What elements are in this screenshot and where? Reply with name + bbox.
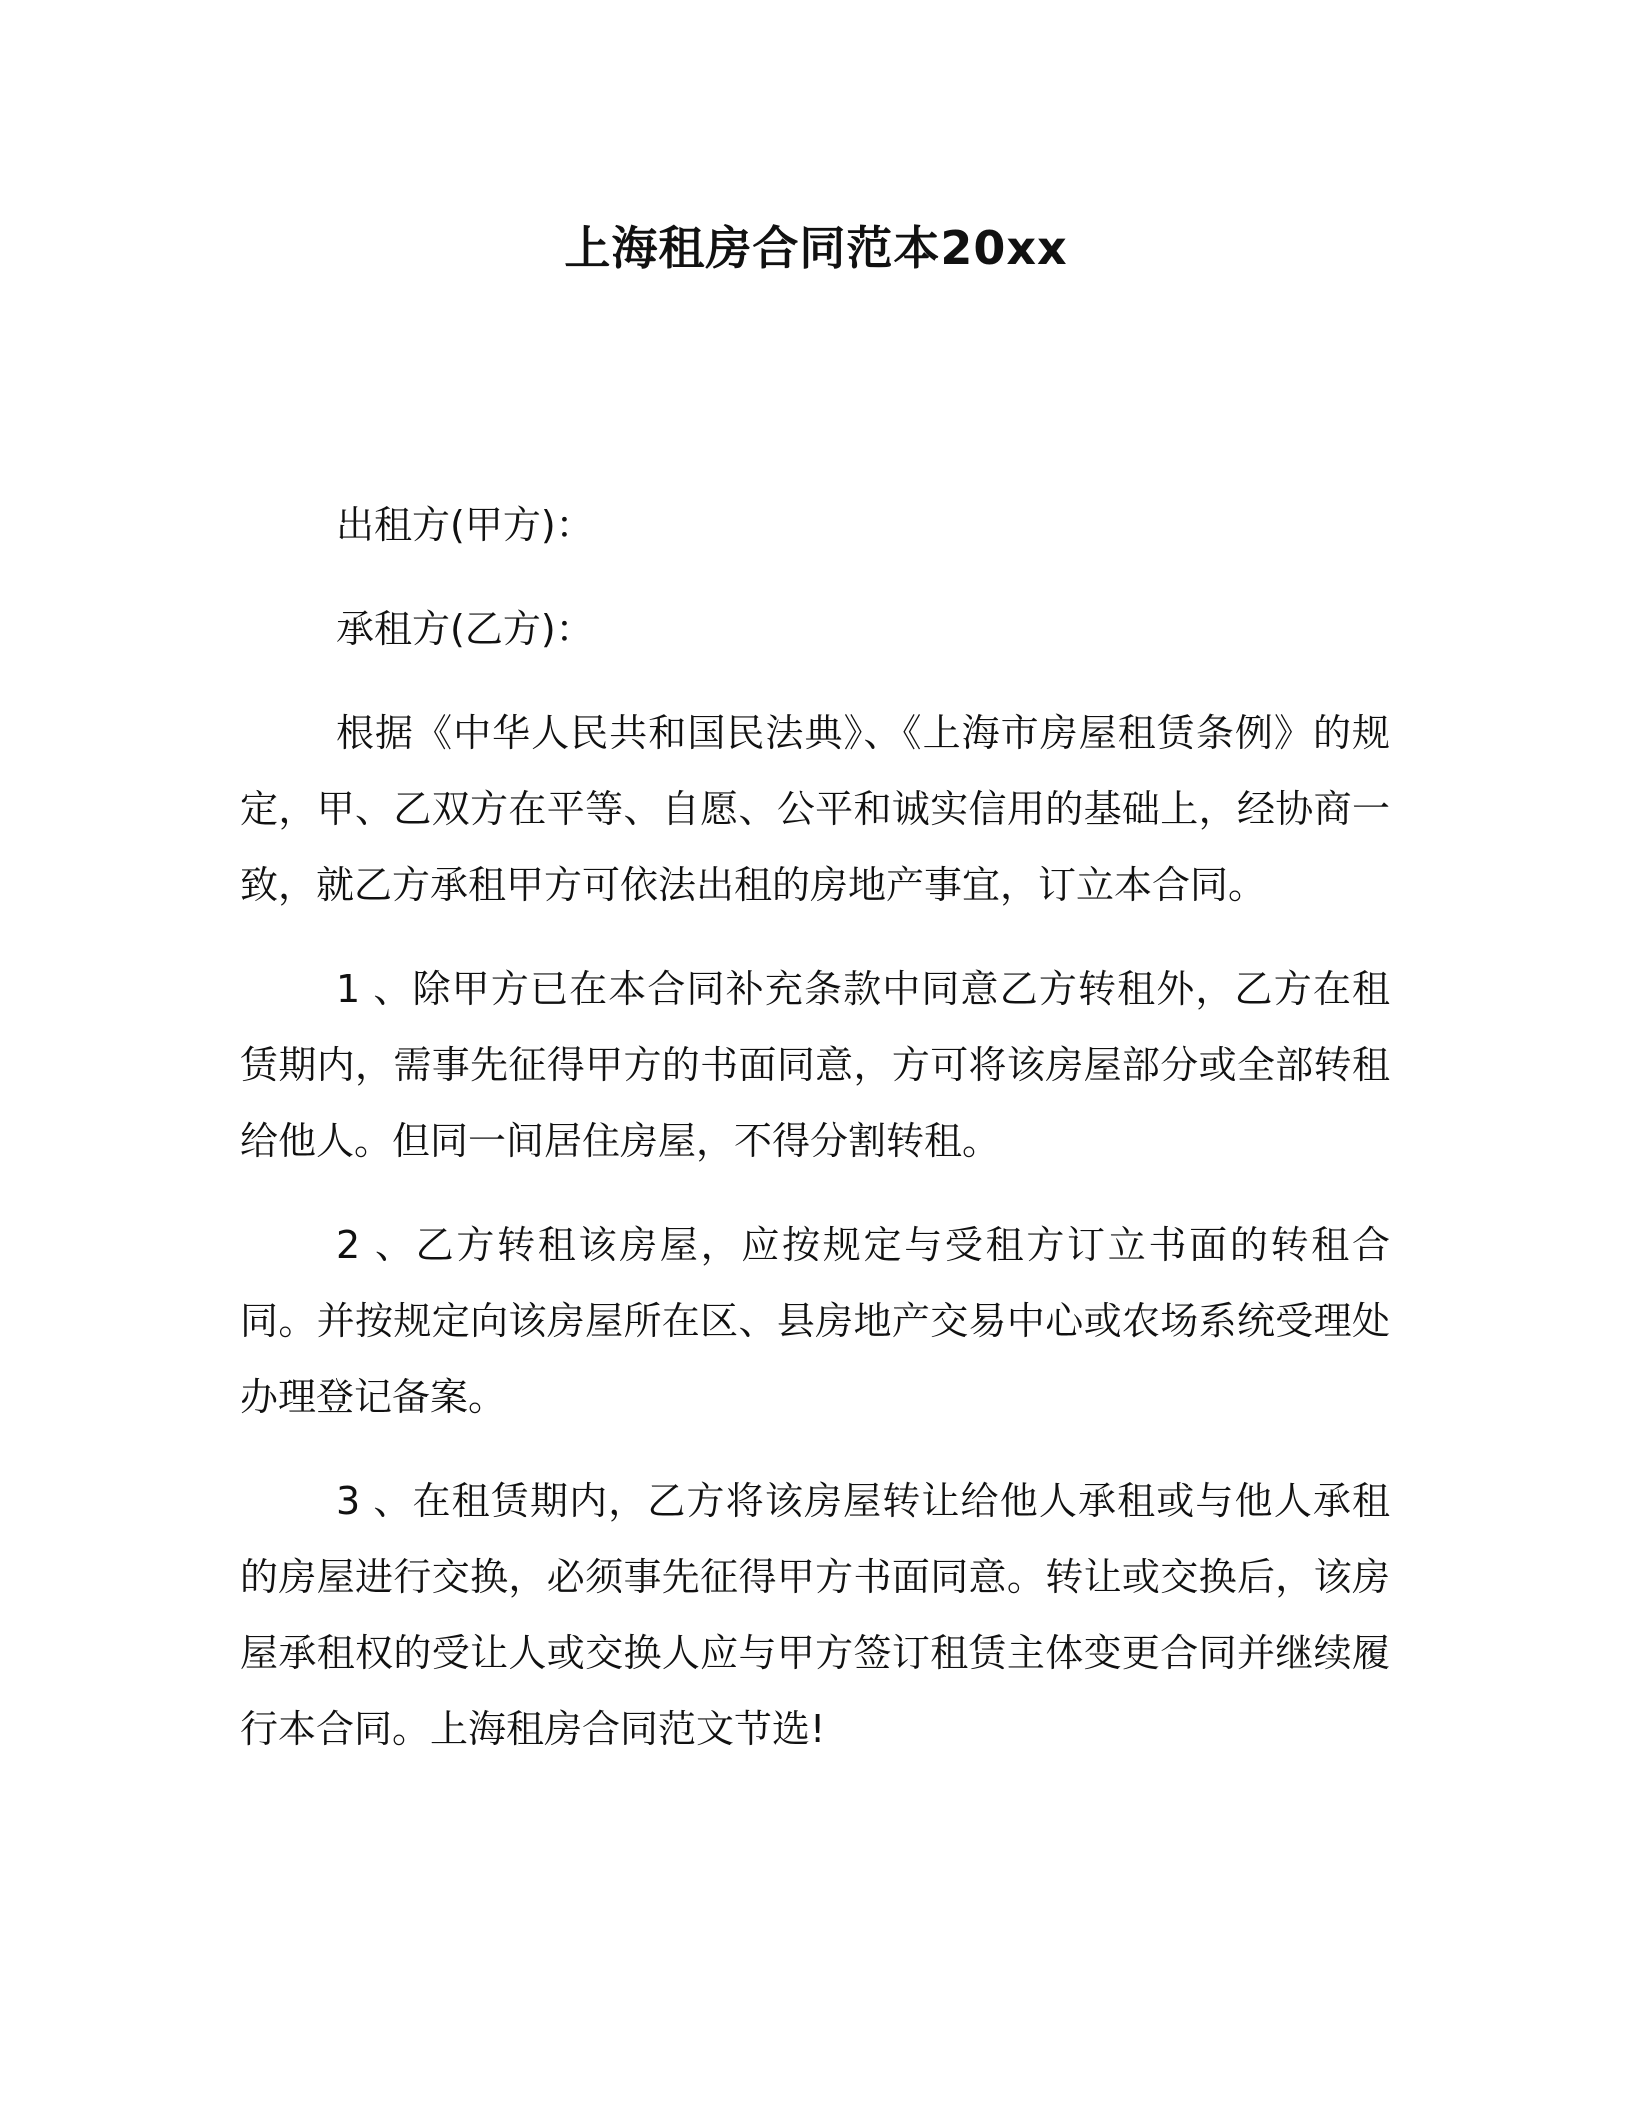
paragraph-clause-1: 1 、除甲方已在本合同补充条款中同意乙方转租外，乙方在租赁期内，需事先征得甲方的书面同意，方可将该房屋部分或全部转租给他人。但同一间居住房屋，不得分割转租。 [240, 967, 1390, 1163]
paragraph-preamble: 根据《中华人民共和国民法典》、《上海市房屋租赁条例》的规定，甲、乙双方在平等、自愿、公平和诚实信用的基础上，经协商一致，就乙方承租甲方可依法出租的房地产事宜，订立本合同。 [240, 711, 1390, 907]
lessor-line: 出租方(甲方)： [336, 503, 594, 547]
document-title: 上海租房合同范本20xx [564, 221, 1068, 275]
lessee-line: 承租方(乙方)： [336, 607, 594, 651]
paragraph-clause-3: 3 、在租赁期内，乙方将该房屋转让给他人承租或与他人承租的房屋进行交换，必须事先征得甲方书面同意。转让或交换后，该房屋承租权的受让人或交换人应与甲方签订租赁主体变更合同并继续履行本合同。上海租房合同范文节选! [240, 1479, 1390, 1751]
paragraph-clause-2: 2 、乙方转租该房屋，应按规定与受租方订立书面的转租合同。并按规定向该房屋所在区、县房地产交易中心或农场系统受理处办理登记备案。 [240, 1223, 1390, 1419]
document-body [240, 487, 1390, 1795]
